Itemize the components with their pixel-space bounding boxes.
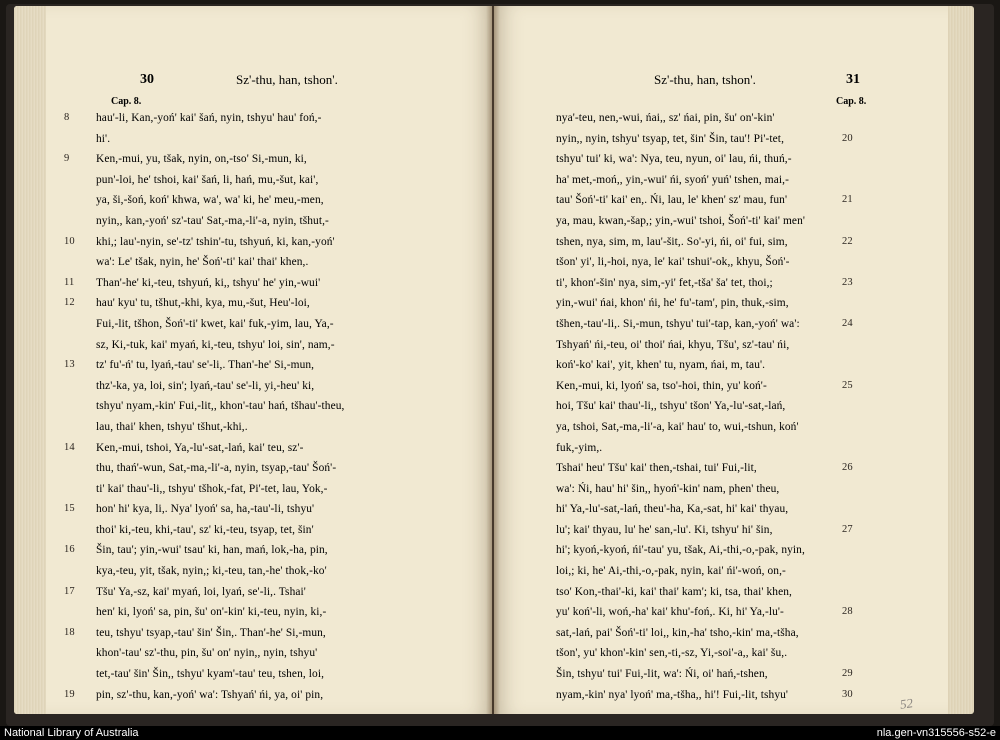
right-text-line bbox=[556, 211, 916, 232]
line-text: tshyu' tui' ki, wa': Nya, teu, nyun, oi' lau, ńi, thuń,- bbox=[556, 153, 792, 166]
line-text: yin,-wui' ńai, khon' ńi, he' fu'-tam', pin, thuk,-sim, bbox=[556, 297, 789, 310]
verse-number: 19 bbox=[64, 688, 75, 700]
left-text-block bbox=[64, 108, 456, 705]
right-text-line bbox=[556, 602, 916, 623]
line-text: hi'; kyoń,-kyoń, ńi'-tau' yu, tšak, Ai,-thi,-o,-pak, nyin, bbox=[556, 544, 805, 557]
left-text-line bbox=[64, 273, 456, 294]
footer-bar bbox=[0, 726, 1000, 740]
line-text: tshyu' nyam,-kin' Fui,-lit,, khon'-tau' hań, tšhau'-theu, bbox=[96, 400, 345, 413]
left-text-line bbox=[96, 664, 456, 685]
right-text-line bbox=[556, 417, 916, 438]
line-text: Šin, tau'; yin,-wui' tsau' ki, han, mań, lok,-ha, pin, bbox=[96, 544, 328, 557]
right-chapter-label: Cap. 8. bbox=[836, 96, 867, 107]
right-text-line bbox=[556, 685, 916, 706]
left-text-line bbox=[96, 170, 456, 191]
line-text: sat,-lań, pai' Šoń'-ti' loi,, kin,-ha' tsho,-kin' ma,-tšha, bbox=[556, 626, 799, 639]
book-gutter bbox=[486, 6, 500, 714]
footer-library-name: National Library of Australia bbox=[4, 727, 139, 739]
right-text-line bbox=[556, 499, 916, 520]
line-text: lau, thai' khen, tshyu' tšhut,-khi,. bbox=[96, 420, 248, 433]
line-text: loi,; ki, he' Ai,-thi,-o,-pak, nyin, kai' ńi'-woń, on,- bbox=[556, 565, 786, 578]
left-text-line bbox=[64, 149, 456, 170]
left-text-line bbox=[96, 129, 456, 150]
right-page-number: 31 bbox=[846, 72, 860, 87]
line-text: lu'; kai' thyau, lu' he' san,-lu'. Ki, tshyu' hi' šin, bbox=[556, 523, 773, 536]
line-text: hen' ki, lyoń' sa, pin, šu' on'-kin' ki,-teu, nyin, ki,- bbox=[96, 606, 327, 619]
line-text: ti', khon'-šin' nya, sim,-yi' fet,-tša' ša' tet, thoi,; bbox=[556, 276, 773, 289]
line-text: Ken,-mui, ki, lyoń' sa, tso'-hoi, thin, yu' koń'- bbox=[556, 379, 767, 392]
verse-number: 9 bbox=[64, 153, 70, 165]
line-text: ya, ši,-šoń, koń' khwa, wa', wa' ki, he' meu,-men, bbox=[96, 194, 324, 207]
line-text: thu, thań'-wun, Sat,-ma,-li'-a, nyin, tsyap,-tau' Šoń'- bbox=[96, 462, 337, 475]
right-text-line bbox=[556, 438, 916, 459]
verse-number: 30 bbox=[842, 688, 853, 700]
line-text: Tšu' Ya,-sz, kai' myań, loi, lyań, se'-li,. Tshai' bbox=[96, 585, 306, 598]
line-text: koń'-ko' kai', yit, khen' tu, nyam, ńai, m, tau'. bbox=[556, 359, 766, 372]
verse-number: 20 bbox=[842, 132, 853, 144]
left-text-line bbox=[64, 623, 456, 644]
left-text-line bbox=[96, 335, 456, 356]
right-text-line bbox=[556, 623, 916, 644]
left-text-line bbox=[96, 252, 456, 273]
right-text-line bbox=[556, 170, 916, 191]
verse-number: 25 bbox=[842, 379, 853, 391]
line-text: nyin,, kan,-yoń' sz'-tau' Sat,-ma,-li'-a, nyin, tšhut,- bbox=[96, 214, 329, 227]
right-text-line bbox=[556, 314, 916, 335]
left-text-line bbox=[64, 293, 456, 314]
right-text-line bbox=[556, 540, 916, 561]
left-text-line bbox=[96, 314, 456, 335]
right-text-line bbox=[556, 108, 916, 129]
verse-number: 22 bbox=[842, 235, 853, 247]
verse-number: 15 bbox=[64, 503, 75, 515]
right-text-line bbox=[556, 335, 916, 356]
right-running-head: Sz'-thu, han, tshon'. bbox=[654, 72, 756, 87]
left-text-line bbox=[96, 602, 456, 623]
left-text-line bbox=[96, 479, 456, 500]
line-text: hi' Ya,-lu'-sat,-lań, theu'-ha, Ka,-sat, hi' kai' thyau, bbox=[556, 503, 789, 516]
verse-number: 11 bbox=[64, 276, 75, 288]
right-text-line bbox=[556, 376, 916, 397]
line-text: khi,; lau'-nyin, se'-tz' tshin'-tu, tshyuń, ki, kan,-yoń' bbox=[96, 235, 335, 248]
verse-number: 13 bbox=[64, 359, 75, 371]
left-text-line bbox=[96, 561, 456, 582]
line-text: tšon' yi', li,-hoi, nya, le' kai' tshui'-ok,, khyu, Šoń'- bbox=[556, 256, 790, 269]
line-text: Fui,-lit, tšhon, Šoń'-ti' kwet, kai' fuk,-yim, lau, Ya,- bbox=[96, 317, 334, 330]
pencil-annotation: 52 bbox=[898, 695, 914, 712]
right-text-line bbox=[556, 190, 916, 211]
line-text: sz, Ki,-tuk, kai' myań, ki,-teu, tshyu' loi, sin', nam,- bbox=[96, 338, 335, 351]
right-text-line bbox=[556, 252, 916, 273]
line-text: tau' Šoń'-ti' kai' en,. Ńi, lau, le' khen' sz' mau, fun' bbox=[556, 194, 788, 207]
verse-number: 17 bbox=[64, 585, 75, 597]
left-text-line bbox=[64, 685, 456, 706]
verse-number: 16 bbox=[64, 544, 75, 556]
left-page-edges bbox=[14, 6, 46, 714]
left-text-line bbox=[64, 499, 456, 520]
line-text: hon' hi' kya, li,. Nya' lyoń' sa, ha,-tau'-li, tshyu' bbox=[96, 503, 315, 516]
line-text: tz' fu'-ń' tu, lyań,-tau' se'-li,. Than'-he' Si,-mun, bbox=[96, 359, 315, 372]
line-text: hau'-li, Kan,-yoń' kai' šań, nyin, tshyu' hau' foń,- bbox=[96, 112, 322, 124]
line-text: khon'-tau' sz'-thu, pin, šu' on' nyin,, nyin, tshyu' bbox=[96, 647, 318, 660]
line-text: fuk,-yim,. bbox=[556, 441, 603, 454]
line-text: tšhen,-tau'-li,. Si,-mun, tshyu' tui'-tap, kan,-yoń' wa': bbox=[556, 317, 800, 330]
footer-record-id: nla.gen-vn315556-s52-e bbox=[876, 727, 996, 739]
right-text-line bbox=[556, 149, 916, 170]
line-text: nyam,-kin' nya' lyoń' ma,-tšha,, hi'! Fui,-lit, tshyu' bbox=[556, 688, 789, 701]
line-text: hoi, Tšu' kai' thau'-li,, tshyu' tšon' Ya,-lu'-sat,-lań, bbox=[556, 400, 786, 413]
line-text: teu, tshyu' tsyap,-tau' šin' Šin,. Than'-he' Si,-mun, bbox=[96, 626, 326, 639]
line-text: hau' kyu' tu, tšhut,-khi, kya, mu,-šut, Heu'-loi, bbox=[96, 297, 310, 310]
verse-number: 8 bbox=[64, 112, 70, 123]
left-text-line bbox=[96, 376, 456, 397]
line-text: Than'-he' ki,-teu, tshyuń, ki,, tshyu' he' yin,-wui' bbox=[96, 276, 321, 289]
right-text-line bbox=[556, 643, 916, 664]
line-text: ya, tshoi, Sat,-ma,-li'-a, kai' hau' to, wui,-tshun, koń' bbox=[556, 420, 799, 433]
line-text: yu' koń'-li, woń,-ha' kai' khu'-foń,. Ki, hi' Ya,-lu'- bbox=[556, 606, 784, 619]
right-text-line bbox=[556, 458, 916, 479]
line-text: Šin, tshyu' tui' Fui,-lit, wa': Ńi, oi' hań,-tshen, bbox=[556, 668, 768, 681]
right-page-edges bbox=[948, 6, 974, 714]
line-text: nyin,, nyin, tshyu' tsyap, tet, šin' Šin, tau'! Pi'-tet, bbox=[556, 132, 785, 145]
left-page-number: 30 bbox=[140, 72, 154, 87]
line-text: tshen, nya, sim, m, lau'-šit,. So'-yi, ńi, oi' fui, sim, bbox=[556, 235, 788, 248]
line-text: hi'. bbox=[96, 132, 111, 145]
left-running-head: Sz'-thu, han, tshon'. bbox=[236, 72, 338, 87]
verse-number: 12 bbox=[64, 297, 75, 309]
line-text: wa': Ńi, hau' hi' šin,, hyoń'-kin' nam, phen' theu, bbox=[556, 482, 780, 495]
right-text-line bbox=[556, 664, 916, 685]
verse-number: 26 bbox=[842, 462, 853, 474]
left-text-line bbox=[96, 396, 456, 417]
line-text: ti' kai' thau'-li,, tshyu' tšhok,-fat, Pi'-tet, lau, Yok,- bbox=[96, 482, 328, 495]
left-text-line bbox=[64, 108, 456, 129]
right-text-line bbox=[556, 129, 916, 150]
left-text-line bbox=[96, 643, 456, 664]
left-text-line bbox=[64, 438, 456, 459]
left-text-line bbox=[96, 458, 456, 479]
left-text-line bbox=[96, 417, 456, 438]
verse-number: 10 bbox=[64, 235, 75, 247]
line-text: Tshai' heu' Tšu' kai' then,-tshai, tui' Fui,-lit, bbox=[556, 462, 757, 475]
right-text-line bbox=[556, 561, 916, 582]
line-text: Ken,-mui, yu, tšak, nyin, on,-tso' Si,-mun, ki, bbox=[96, 153, 307, 166]
verse-number: 21 bbox=[842, 194, 853, 206]
verse-number: 27 bbox=[842, 523, 853, 535]
left-text-line bbox=[64, 582, 456, 603]
line-text: kya,-teu, yit, tšak, nyin,; ki,-teu, tan,-he' thok,-ko' bbox=[96, 565, 327, 578]
line-text: Ken,-mui, tshoi, Ya,-lu'-sat,-lań, kai' teu, sz'- bbox=[96, 441, 304, 454]
line-text: tšon', yu' khon'-kin' sen,-ti,-sz, Yi,-soi'-a,, kai' šu,. bbox=[556, 647, 788, 660]
line-text: tso' Kon,-thai'-ki, kai' thai' kam'; ki, tsa, thai' khen, bbox=[556, 585, 792, 598]
left-text-line bbox=[64, 232, 456, 253]
line-text: thoi' ki,-teu, khi,-tau', sz' ki,-teu, tsyap, tet, šin' bbox=[96, 523, 314, 536]
left-text-line bbox=[64, 540, 456, 561]
right-text-line bbox=[556, 355, 916, 376]
right-text-line bbox=[556, 582, 916, 603]
verse-number: 18 bbox=[64, 626, 75, 638]
left-text-line bbox=[96, 520, 456, 541]
left-text-line bbox=[64, 355, 456, 376]
line-text: Tshyań' ńi,-teu, oi' thoi' ńai, khyu, Tšu', sz'-tau' ńi, bbox=[556, 338, 790, 351]
verse-number: 23 bbox=[842, 276, 853, 288]
line-text: ya, mau, kwan,-šap,; yin,-wui' tshoi, Šoń'-ti' kai' men' bbox=[556, 214, 806, 227]
right-text-line bbox=[556, 479, 916, 500]
right-text-line bbox=[556, 396, 916, 417]
line-text: pun'-loi, he' tshoi, kai' šań, li, hań, mu,-šut, kai', bbox=[96, 173, 319, 186]
verse-number: 14 bbox=[64, 441, 75, 453]
line-text: nya'-teu, nen,-wui, ńai,, sz' ńai, pin, šu' on'-kin' bbox=[556, 112, 775, 124]
line-text: ha' met,-moń,, yin,-wui' ńi, syoń' yuń' tshen, mai,- bbox=[556, 173, 789, 186]
right-text-block bbox=[556, 108, 916, 705]
verse-number: 29 bbox=[842, 668, 853, 680]
line-text: thz'-ka, ya, loi, sin'; lyań,-tau' se'-li, yi,-heu' ki, bbox=[96, 379, 315, 392]
left-text-line bbox=[96, 211, 456, 232]
line-text: pin, sz'-thu, kan,-yoń' wa': Tshyań' ńi, ya, oi' pin, bbox=[96, 688, 324, 701]
verse-number: 28 bbox=[842, 606, 853, 618]
line-text: wa': Le' tšak, nyin, he' Šoń'-ti' kai' thai' khen,. bbox=[96, 256, 309, 269]
left-text-line bbox=[96, 190, 456, 211]
left-chapter-label: Cap. 8. bbox=[111, 96, 142, 107]
verse-number: 24 bbox=[842, 317, 853, 329]
line-text: tet,-tau' šin' Šin,, tshyu' kyam'-tau' teu, tshen, loi, bbox=[96, 668, 325, 681]
right-text-line bbox=[556, 273, 916, 294]
right-text-line bbox=[556, 293, 916, 314]
right-text-line bbox=[556, 232, 916, 253]
right-text-line bbox=[556, 520, 916, 541]
